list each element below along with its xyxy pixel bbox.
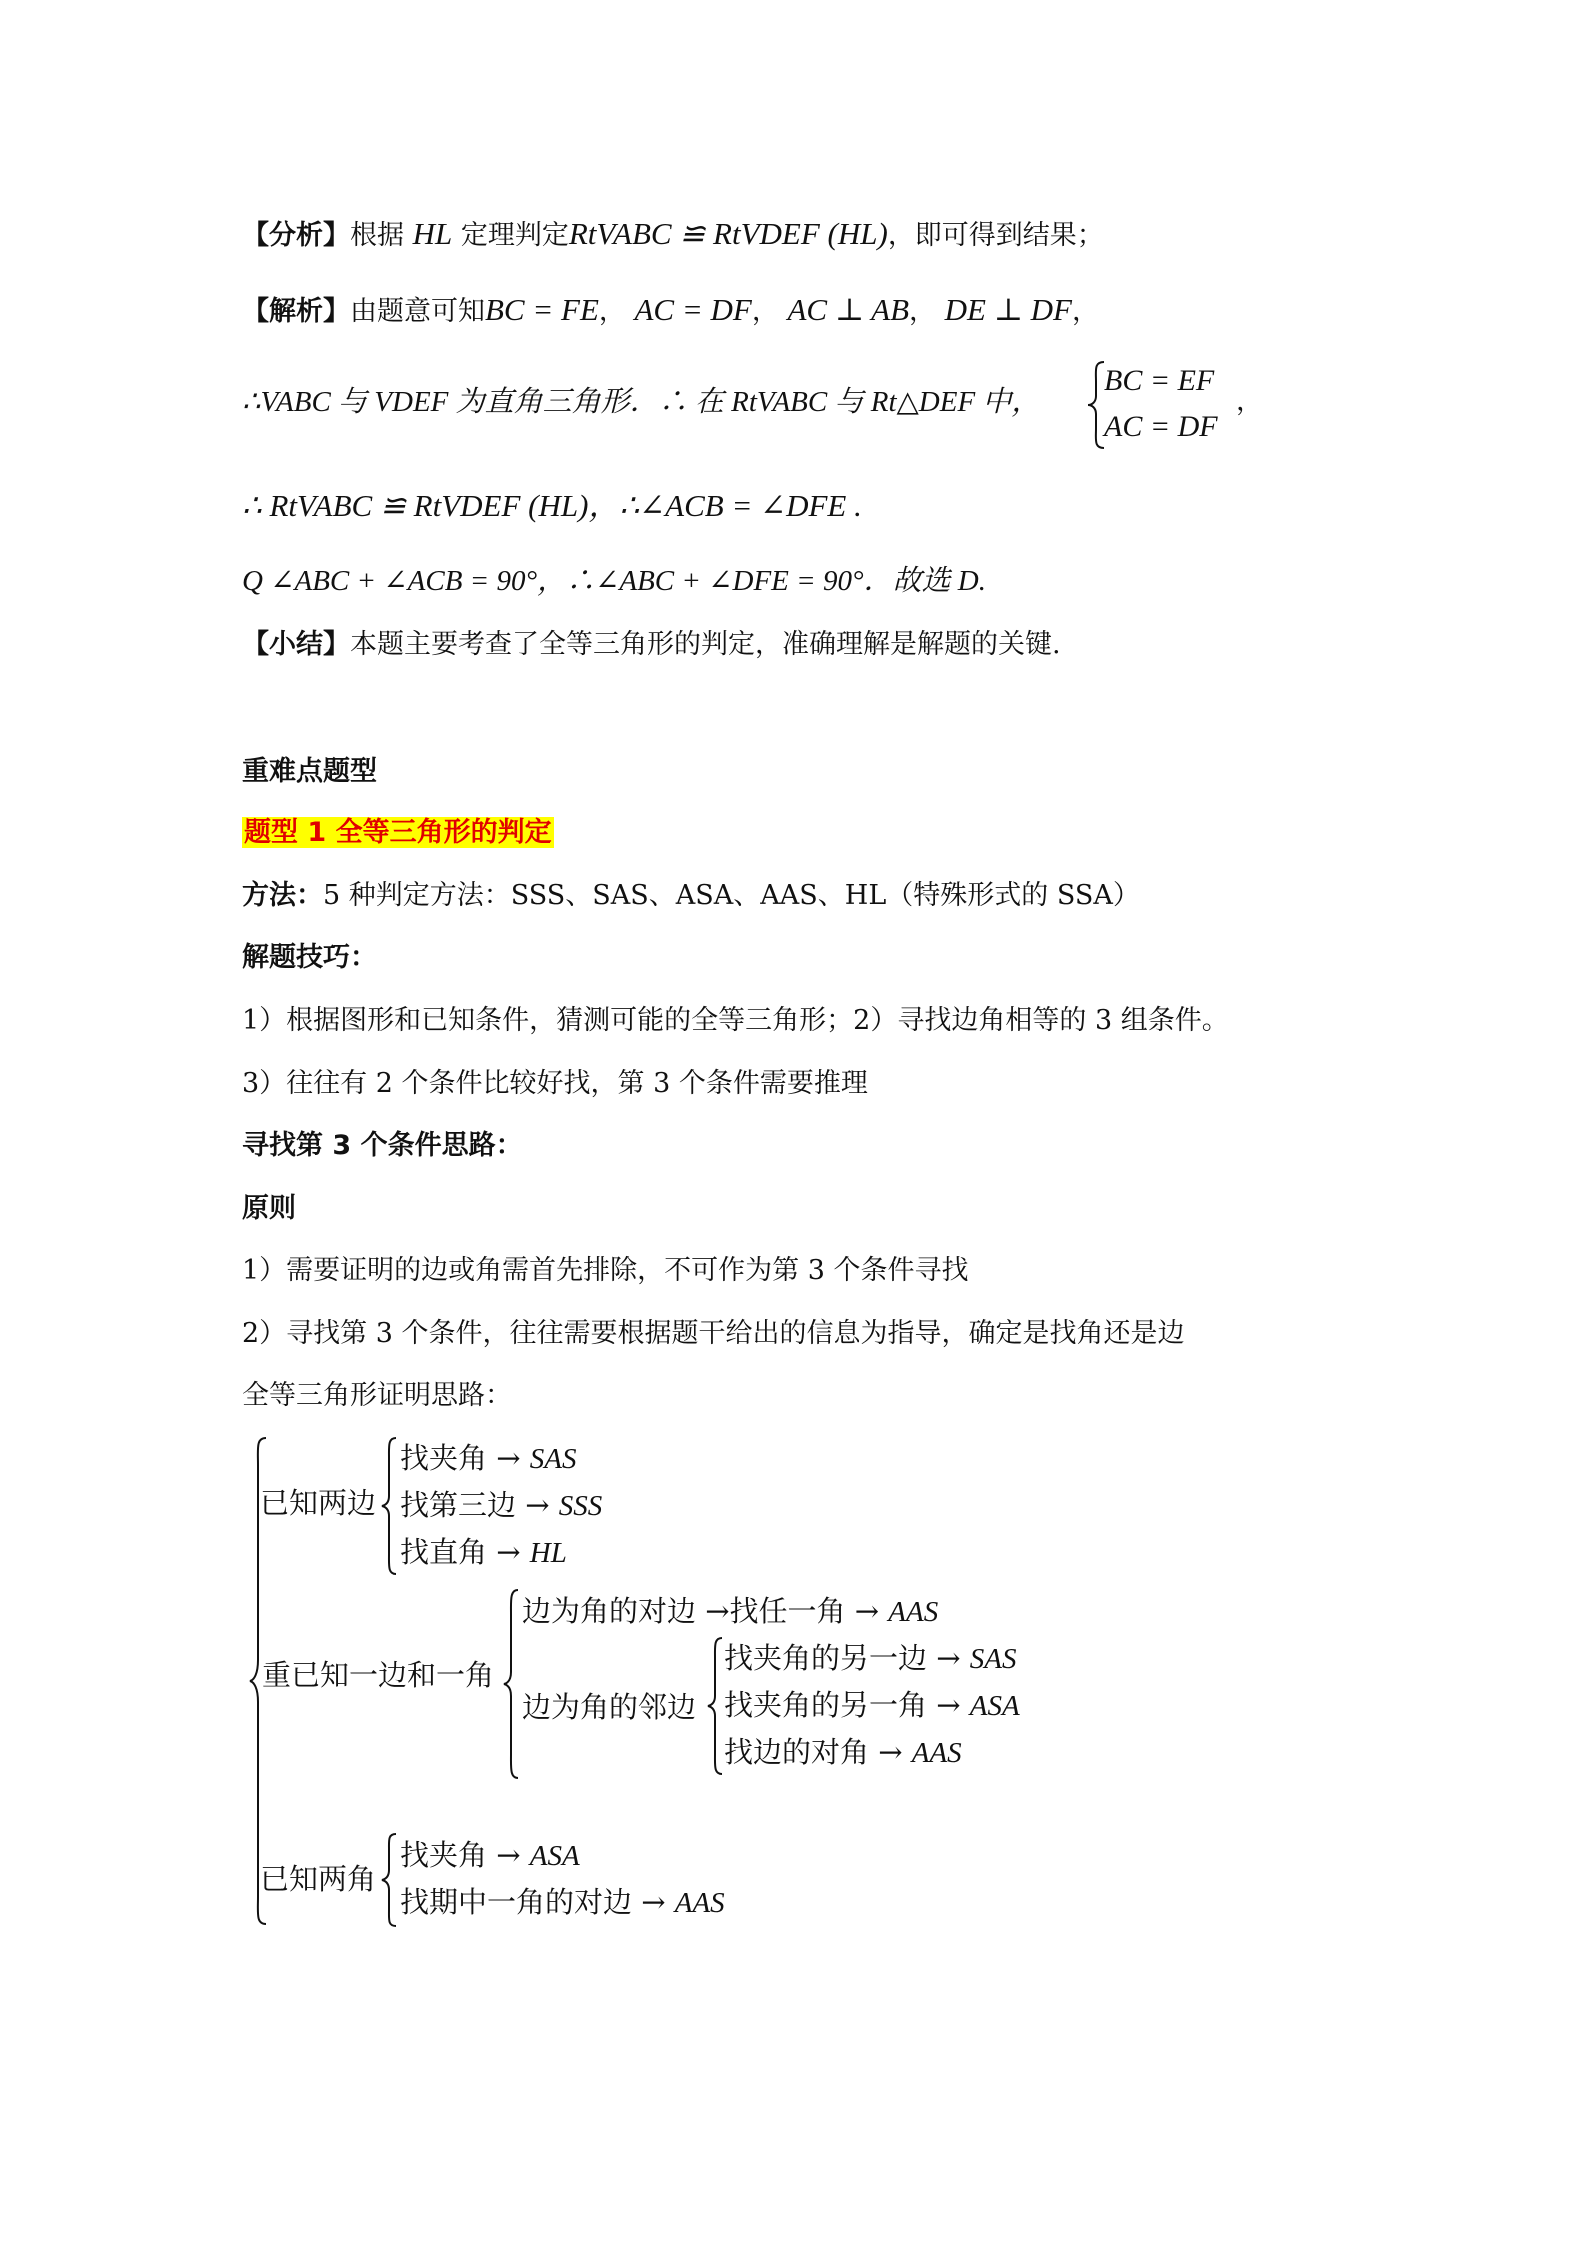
summary-tag: 【小结】 bbox=[242, 629, 350, 660]
b1-item-2-text: 找第三边 → bbox=[400, 1488, 559, 1522]
summary-line bbox=[242, 627, 1061, 663]
equation-system bbox=[1104, 358, 1218, 450]
b1-item-2-rule: SSS bbox=[558, 1490, 603, 1522]
proof-label: 全等三角形证明思路： bbox=[242, 1380, 512, 1411]
analysis-text-2: 定理判定 bbox=[460, 220, 569, 251]
tree-branch-2: 重已知一边和一角 bbox=[262, 1658, 495, 1692]
section-heading: 重难点题型 bbox=[242, 756, 377, 787]
solution-line-1 bbox=[242, 292, 1099, 330]
tree-branch-1: 已知两边 bbox=[260, 1486, 377, 1520]
b1-item-1-text: 找夹角 → bbox=[400, 1441, 530, 1475]
solution-eq-1: BC = FE bbox=[485, 292, 599, 327]
separator: ， bbox=[751, 296, 779, 327]
b2-item-1-rule: SAS bbox=[969, 1643, 1017, 1675]
solution-text-1: 由题意可知 bbox=[350, 296, 485, 327]
b1-item-3 bbox=[400, 1529, 602, 1576]
tip-2: 3）往往有 2 个条件比较好找，第 3 个条件需要推理 bbox=[242, 1068, 868, 1099]
b2-sub-1-rule: AAS bbox=[888, 1596, 939, 1628]
system-end bbox=[1236, 384, 1263, 420]
b2-sub-2: 边为角的邻边 bbox=[522, 1690, 697, 1724]
find-label: 寻找第 3 个条件思路： bbox=[242, 1130, 523, 1161]
b2-item-3-rule: AAS bbox=[911, 1737, 962, 1769]
b3-item-1-text: 找夹角 → bbox=[400, 1838, 530, 1872]
analysis-congruence: RtVABC ≌ RtVDEF (HL) bbox=[568, 216, 888, 251]
analysis-text-1: 根据 bbox=[350, 220, 404, 251]
solution-line-3 bbox=[242, 488, 862, 526]
b1-item-1 bbox=[400, 1435, 602, 1482]
branch-3-brace bbox=[380, 1832, 400, 1928]
system-row-1: BC = EF bbox=[1104, 364, 1215, 397]
method-label: 方法： bbox=[242, 880, 323, 911]
separator: ， bbox=[909, 296, 937, 327]
solution-eq-3: AC ⊥ AB bbox=[787, 292, 910, 327]
b2-item-2 bbox=[724, 1682, 1020, 1729]
principle-2: 2）寻找第 3 个条件，往往需要根据题干给出的信息为指导，确定是找角还是边 bbox=[242, 1318, 1185, 1349]
b2-sub-1 bbox=[522, 1588, 938, 1635]
b3-item-1 bbox=[400, 1832, 725, 1879]
separator: ， bbox=[1071, 296, 1099, 327]
type-title: 题型 1 全等三角形的判定 bbox=[244, 817, 552, 848]
analysis-hl: HL bbox=[412, 216, 453, 251]
tips-label: 解题技巧： bbox=[242, 942, 377, 973]
b2-item-3 bbox=[724, 1729, 1020, 1776]
b1-item-3-text: 找直角 → bbox=[400, 1535, 530, 1569]
solution-line-3-text: ∴ RtVABC ≌ RtVDEF (HL)，∴∠ACB = ∠DFE . bbox=[242, 488, 862, 523]
b2-sub-1-text: 边为角的对边 →找任一角 → bbox=[522, 1594, 889, 1628]
b2-item-1-text: 找夹角的另一边 → bbox=[724, 1641, 970, 1675]
principle-1: 1）需要证明的边或角需首先排除，不可作为第 3 个条件寻找 bbox=[242, 1255, 969, 1286]
branch-2-brace bbox=[502, 1588, 522, 1780]
principle-label: 原则 bbox=[242, 1193, 296, 1224]
type-title-line bbox=[242, 815, 554, 851]
b2-sub-2-brace bbox=[706, 1636, 726, 1776]
system-end-comma: ， bbox=[1236, 386, 1263, 417]
solution-eq-2: AC = DF bbox=[634, 292, 752, 327]
b1-item-1-rule: SAS bbox=[529, 1443, 577, 1475]
tree-branch-3: 已知两角 bbox=[260, 1862, 377, 1896]
b2-item-2-text: 找夹角的另一角 → bbox=[724, 1688, 970, 1722]
branch-1-brace bbox=[380, 1436, 400, 1576]
b1-item-2 bbox=[400, 1482, 602, 1529]
analysis-line bbox=[242, 216, 1104, 254]
solution-tag: 【解析】 bbox=[242, 296, 350, 327]
system-row-2: AC = DF bbox=[1104, 410, 1218, 443]
analysis-text-3: ，即可得到结果； bbox=[887, 220, 1104, 251]
b2-item-2-rule: ASA bbox=[969, 1690, 1020, 1722]
method-text: 5 种判定方法：SSS、SAS、ASA、AAS、HL（特殊形式的 SSA） bbox=[323, 880, 1140, 911]
solution-eq-4: DE ⊥ DF bbox=[944, 292, 1072, 327]
solution-line-2-text: ∴VABC 与 VDEF 为直角三角形．∴ 在 RtVABC 与 Rt△DEF 中， bbox=[242, 386, 1041, 418]
solution-line-4-text: Q ∠ABC + ∠ACB = 90°，∴∠ABC + ∠DFE = 90°．故选 D. bbox=[242, 565, 986, 597]
b3-item-2-rule: AAS bbox=[674, 1887, 725, 1919]
method-line bbox=[242, 878, 1140, 914]
branch-3-items bbox=[400, 1832, 725, 1926]
b2-item-1 bbox=[724, 1635, 1020, 1682]
branch-1-items bbox=[400, 1435, 602, 1576]
b2-item-3-text: 找边的对角 → bbox=[724, 1735, 912, 1769]
solution-line-4 bbox=[242, 563, 986, 600]
b1-item-3-rule: HL bbox=[529, 1537, 567, 1569]
tip-1: 1）根据图形和已知条件，猜测可能的全等三角形；2）寻找边角相等的 3 组条件。 bbox=[242, 1005, 1229, 1036]
solution-line-2 bbox=[242, 384, 1040, 421]
b3-item-1-rule: ASA bbox=[529, 1840, 580, 1872]
b3-item-2-text: 找期中一角的对边 → bbox=[400, 1885, 675, 1919]
summary-text: 本题主要考查了全等三角形的判定，准确理解是解题的关键. bbox=[350, 629, 1061, 660]
separator: ， bbox=[598, 296, 626, 327]
b3-item-2 bbox=[400, 1879, 725, 1926]
analysis-tag: 【分析】 bbox=[242, 220, 350, 251]
b2-sub-2-items bbox=[724, 1635, 1020, 1776]
